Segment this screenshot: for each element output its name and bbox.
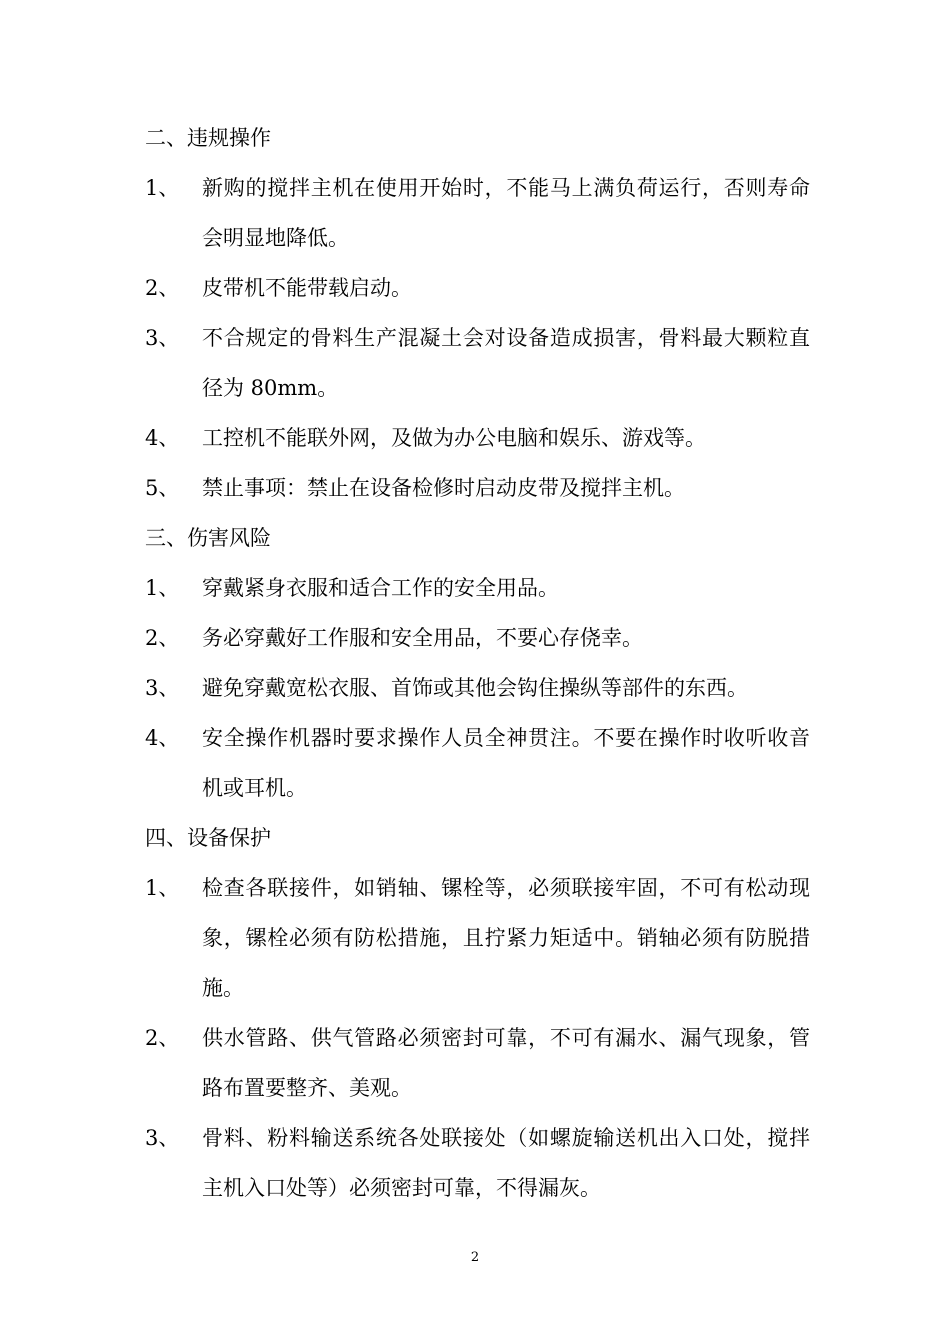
list-item-text: 皮带机不能带载启动。 [202, 276, 412, 300]
list-item-text: 穿戴紧身衣服和适合工作的安全用品。 [202, 576, 559, 600]
list-item-number: 4、 [145, 726, 180, 750]
list-item-text: 骨料、粉料输送系统各处联接处（如螺旋输送机出入口处，搅拌主机入口处等）必须密封可靠，不得漏灰。 [202, 1126, 810, 1200]
list-item-text: 新购的搅拌主机在使用开始时，不能马上满负荷运行，否则寿命会明显地降低。 [202, 176, 810, 250]
list-item-number: 2、 [145, 276, 180, 300]
list-item-number: 1、 [145, 576, 180, 600]
list-item-number: 3、 [145, 326, 180, 350]
section-heading: 二、违规操作 [145, 126, 271, 150]
list-item-text: 不合规定的骨料生产混凝土会对设备造成损害，骨料最大颗粒直径为 80mm。 [202, 326, 810, 400]
list-item-number: 2、 [145, 1026, 180, 1050]
list-item-number: 4、 [145, 426, 180, 450]
list-item [145, 413, 810, 463]
list-item-number: 3、 [145, 1126, 180, 1150]
list-item [145, 263, 810, 313]
list-item-text: 避免穿戴宽松衣服、首饰或其他会钩住操纵等部件的东西。 [202, 676, 748, 700]
section-heading: 四、设备保护 [145, 826, 271, 850]
document-body [145, 113, 810, 1213]
list-item [145, 163, 810, 263]
list-item-text: 检查各联接件，如销轴、镙栓等，必须联接牢固，不可有松动现象，镙栓必须有防松措施，且拧紧力矩适中。销轴必须有防脱措施。 [202, 876, 810, 1000]
list-item [145, 563, 810, 613]
list-item [145, 713, 810, 813]
section-heading: 三、伤害风险 [145, 526, 271, 550]
list-item-number: 1、 [145, 176, 180, 200]
list-item-number: 2、 [145, 626, 180, 650]
list-item-number: 3、 [145, 676, 180, 700]
list-item [145, 613, 810, 663]
list-item-number: 5、 [145, 476, 180, 500]
list-item-number: 1、 [145, 876, 180, 900]
list-item [145, 863, 810, 1013]
list-item-text: 供水管路、供气管路必须密封可靠，不可有漏水、漏气现象，管路布置要整齐、美观。 [202, 1026, 810, 1100]
list-item-text: 工控机不能联外网，及做为办公电脑和娱乐、游戏等。 [202, 426, 706, 450]
list-item [145, 663, 810, 713]
list-item [145, 1013, 810, 1113]
list-item-text: 务必穿戴好工作服和安全用品，不要心存侥幸。 [202, 626, 643, 650]
list-item [145, 463, 810, 513]
list-item-text: 禁止事项：禁止在设备检修时启动皮带及搅拌主机。 [202, 476, 685, 500]
list-item-text: 安全操作机器时要求操作人员全神贯注。不要在操作时收听收音机或耳机。 [202, 726, 810, 800]
page-number: 2 [470, 1250, 480, 1265]
list-item [145, 313, 810, 413]
list-item [145, 1113, 810, 1213]
